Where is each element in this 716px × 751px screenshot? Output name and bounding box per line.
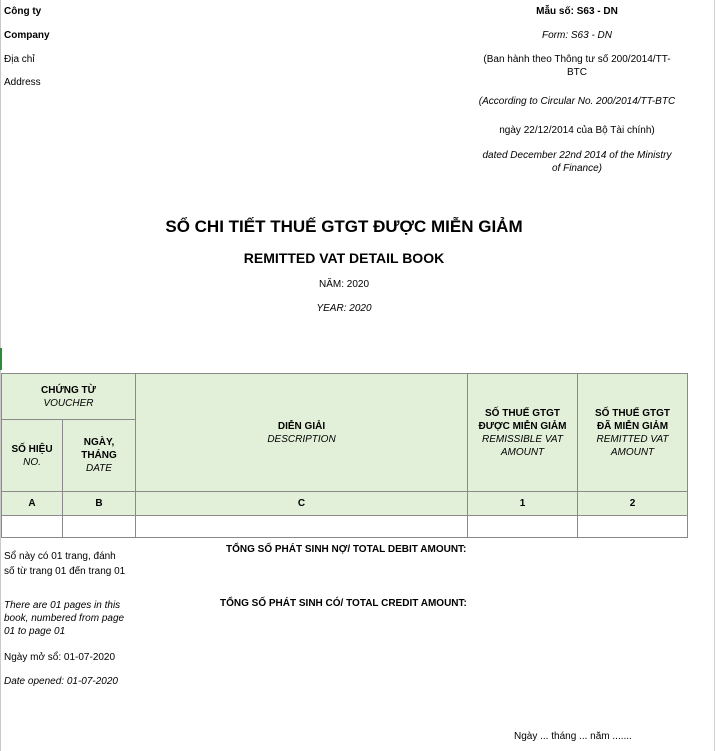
empty-cell-remissible[interactable]	[468, 516, 578, 538]
company-label-vi: Công ty	[4, 6, 42, 17]
remitted-vat-header	[578, 374, 688, 492]
pages-note-en-3: 01 to page 01	[4, 626, 66, 637]
remitted-vat-header-vi-1: SỐ THUẾ GTGT	[595, 407, 670, 419]
remitted-vat-header-vi-2: ĐÃ MIỄN GIẢM	[596, 420, 669, 432]
year-vi: NĂM: 2020	[318, 279, 370, 290]
column-code-c: C	[136, 492, 468, 516]
pages-note-vi-2: số từ trang 01 đến trang 01	[4, 566, 126, 577]
column-code-b: B	[63, 492, 136, 516]
voucher-header	[2, 374, 136, 420]
issued-note-vi-2: BTC	[567, 67, 587, 78]
right-border-line	[714, 0, 715, 751]
company-label-en: Company	[4, 30, 50, 41]
remissible-vat-header-vi-2: ĐƯỢC MIỄN GIẢM	[478, 420, 567, 432]
empty-cell-description[interactable]	[136, 516, 468, 538]
row-selection-marker	[0, 348, 2, 370]
total-credit-label: TỔNG SỐ PHÁT SINH CÓ/ TOTAL CREDIT AMOUNT:	[220, 598, 467, 609]
pages-note-vi-1: Sổ này có 01 trang, đánh	[4, 551, 116, 562]
remissible-vat-header-en-1: REMISSIBLE VAT	[482, 433, 563, 445]
empty-cell-number[interactable]	[2, 516, 63, 538]
total-debit-label: TỔNG SỐ PHÁT SINH NỢ/ TOTAL DEBIT AMOUNT:	[226, 544, 467, 555]
voucher-date-header	[63, 420, 136, 492]
column-code-2: 2	[578, 492, 688, 516]
voucher-date-header-vi-1: NGÀY,	[83, 437, 115, 448]
remissible-vat-header-vi-1: SỐ THUẾ GTGT	[485, 407, 560, 419]
form-number-en: Form: S63 - DN	[541, 30, 612, 41]
form-number-vi: Mẫu số: S63 - DN	[536, 6, 618, 17]
pages-note-en-2: book, numbered from page	[4, 613, 125, 624]
year-en: YEAR: 2020	[316, 303, 372, 314]
description-header	[136, 374, 468, 492]
address-label-vi: Địa chỉ	[4, 54, 35, 65]
issued-date-en-2: of Finance)	[551, 163, 603, 174]
description-header-vi: DIỄN GIẢI	[277, 420, 326, 432]
date-opened-en: Date opened: 01-07-2020	[4, 676, 118, 687]
title-en: REMITTED VAT DETAIL BOOK	[243, 250, 445, 266]
vat-detail-table	[1, 373, 688, 538]
voucher-date-header-vi-2: THÁNG	[81, 450, 117, 461]
column-code-a: A	[2, 492, 63, 516]
title-vi: SỔ CHI TIẾT THUẾ GTGT ĐƯỢC MIỄN GIẢM	[165, 217, 523, 236]
voucher-number-header-en: NO.	[23, 456, 41, 468]
issued-date-vi: ngày 22/12/2014 của Bộ Tài chính)	[499, 125, 655, 136]
voucher-number-header	[2, 420, 63, 492]
signature-date-line: Ngày ... tháng ... năm .......	[514, 731, 632, 742]
voucher-date-header-en: DATE	[86, 463, 112, 474]
description-header-en: DESCRIPTION	[267, 433, 336, 445]
voucher-number-header-vi: SỐ HIỆU	[11, 443, 53, 455]
voucher-header-vi: CHỨNG TỪ	[41, 384, 96, 396]
date-opened-vi: Ngày mở sổ: 01-07-2020	[4, 652, 116, 663]
address-label-en: Address	[4, 77, 41, 88]
remissible-vat-header	[468, 374, 578, 492]
voucher-header-en: VOUCHER	[43, 397, 94, 409]
issued-note-vi-1: (Ban hành theo Thông tư số 200/2014/TT-	[483, 54, 671, 65]
column-code-1: 1	[468, 492, 578, 516]
issued-note-en: (According to Circular No. 200/2014/TT-BTC	[478, 96, 676, 107]
table-row	[2, 516, 688, 538]
empty-cell-remitted[interactable]	[578, 516, 688, 538]
remissible-vat-header-en-2: AMOUNT	[500, 446, 545, 458]
issued-date-en-1: dated December 22nd 2014 of the Ministry	[482, 150, 672, 161]
pages-note-en-1: There are 01 pages in this	[4, 600, 121, 611]
remitted-vat-header-en-2: AMOUNT	[610, 446, 655, 458]
remitted-vat-header-en-1: REMITTED VAT	[596, 433, 669, 445]
empty-cell-date[interactable]	[63, 516, 136, 538]
